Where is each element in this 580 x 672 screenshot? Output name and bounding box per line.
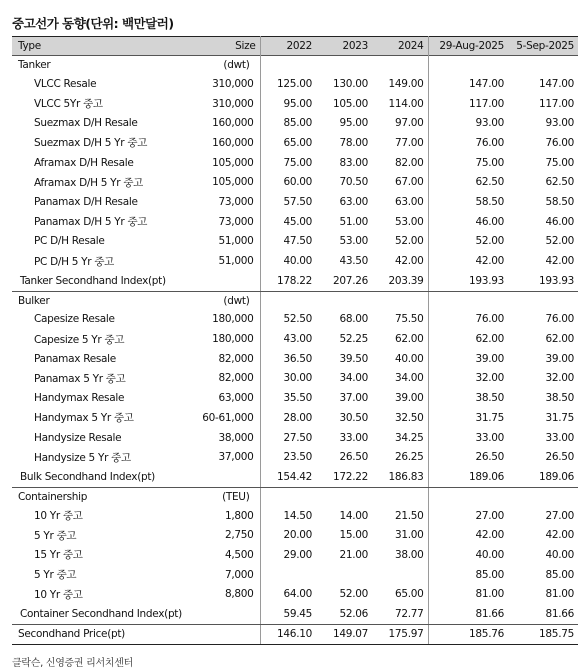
cell-aug-2025: 33.00 bbox=[475, 431, 504, 444]
cell-size: 51,000 bbox=[180, 232, 260, 252]
cell-type: Secondhand Price(pt) bbox=[12, 624, 180, 644]
cell-2022: 14.50 bbox=[283, 509, 312, 522]
source-note: 클락슨, 신영증권 리서치센터 bbox=[12, 658, 133, 669]
group-header-row bbox=[12, 291, 578, 310]
cell-2023 bbox=[316, 565, 372, 585]
cell-2023: 21.00 bbox=[339, 548, 368, 561]
cell-type: Bulk Secondhand Index(pt) bbox=[12, 467, 180, 487]
cell-2023: 15.00 bbox=[339, 529, 368, 542]
cell-type: Panamax D/H Resale bbox=[34, 195, 138, 208]
cell-sep-2025: 81.66 bbox=[508, 604, 578, 624]
cell-2024: 67.00 bbox=[372, 172, 428, 192]
cell-2022: 65.00 bbox=[283, 136, 312, 149]
cell-2022: 28.00 bbox=[283, 411, 312, 424]
cell-size: 82,000 bbox=[180, 369, 260, 389]
table-row bbox=[12, 153, 578, 173]
cell-size: 180,000 bbox=[180, 310, 260, 330]
cell-sep-2025: 62.00 bbox=[545, 333, 574, 346]
cell-size: 1,800 bbox=[180, 506, 260, 526]
header-aug-2025: 29-Aug-2025 bbox=[439, 40, 504, 52]
cell-sep-2025: 147.00 bbox=[539, 77, 574, 90]
cell-2024: 65.00 bbox=[372, 585, 428, 605]
cell-2023: 63.00 bbox=[339, 195, 368, 208]
cell-2022: 45.00 bbox=[283, 215, 312, 228]
cell-2024: 63.00 bbox=[372, 192, 428, 212]
cell-sep-2025: 26.50 bbox=[545, 451, 574, 464]
cell-size: 37,000 bbox=[180, 447, 260, 467]
cell-2024: 114.00 bbox=[372, 94, 428, 114]
cell-size: 105,000 bbox=[180, 172, 260, 192]
cell-2024: 77.00 bbox=[372, 133, 428, 153]
cell-2022 bbox=[260, 565, 316, 585]
table-row bbox=[12, 74, 578, 94]
cell-size: 38,000 bbox=[180, 428, 260, 448]
cell-aug-2025: 81.66 bbox=[428, 604, 508, 624]
table-row bbox=[12, 192, 578, 212]
cell-2022: 85.00 bbox=[283, 117, 312, 130]
cell-size: 63,000 bbox=[180, 388, 260, 408]
cell-type: Capesize 5 Yr 중고 bbox=[34, 333, 125, 346]
cell-2022: 57.50 bbox=[283, 195, 312, 208]
cell-2024: 31.00 bbox=[372, 525, 428, 545]
group-header-row bbox=[12, 56, 578, 75]
cell-2024 bbox=[372, 565, 428, 585]
table-row bbox=[12, 349, 578, 369]
table-row bbox=[12, 251, 578, 271]
cell-aug-2025: 81.00 bbox=[475, 588, 504, 601]
table-row bbox=[12, 94, 578, 114]
cell-aug-2025: 185.76 bbox=[428, 624, 508, 644]
cell-2023: 34.00 bbox=[339, 372, 368, 385]
group-header-row bbox=[12, 487, 578, 506]
cell-sep-2025: 117.00 bbox=[539, 97, 574, 110]
cell-2022: 95.00 bbox=[283, 97, 312, 110]
table-row bbox=[12, 506, 578, 526]
cell-2024: 26.25 bbox=[372, 447, 428, 467]
cell-aug-2025: 93.00 bbox=[475, 117, 504, 130]
cell-size: 51,000 bbox=[180, 251, 260, 271]
cell-2023: 30.50 bbox=[339, 411, 368, 424]
group-name: Bulker bbox=[18, 294, 50, 307]
cell-size bbox=[180, 624, 260, 644]
cell-2023: 130.00 bbox=[333, 77, 368, 90]
cell-2022: 154.42 bbox=[260, 467, 316, 487]
cell-2022: 29.00 bbox=[283, 548, 312, 561]
cell-2023: 207.26 bbox=[316, 271, 372, 291]
cell-sep-2025: 75.00 bbox=[545, 156, 574, 169]
cell-2023: 33.00 bbox=[339, 431, 368, 444]
empty-cell bbox=[316, 291, 372, 310]
cell-size: 73,000 bbox=[180, 212, 260, 232]
cell-size bbox=[180, 271, 260, 291]
cell-sep-2025: 189.06 bbox=[508, 467, 578, 487]
cell-type: 5 Yr 중고 bbox=[34, 569, 77, 582]
cell-sep-2025: 76.00 bbox=[545, 313, 574, 326]
cell-2024: 203.39 bbox=[372, 271, 428, 291]
cell-2022: 30.00 bbox=[283, 372, 312, 385]
table-header bbox=[12, 37, 578, 56]
cell-sep-2025: 185.75 bbox=[508, 624, 578, 644]
cell-2024: 82.00 bbox=[372, 153, 428, 173]
cell-aug-2025: 26.50 bbox=[475, 451, 504, 464]
cell-aug-2025: 39.00 bbox=[475, 352, 504, 365]
header-2022: 2022 bbox=[286, 40, 312, 52]
cell-2022: 23.50 bbox=[283, 451, 312, 464]
total-row bbox=[12, 624, 578, 644]
cell-size: 73,000 bbox=[180, 192, 260, 212]
cell-size: 105,000 bbox=[180, 153, 260, 173]
table-row bbox=[12, 585, 578, 605]
cell-2024: 21.50 bbox=[372, 506, 428, 526]
empty-cell bbox=[372, 56, 428, 75]
cell-type: Handymax 5 Yr 중고 bbox=[34, 412, 134, 425]
table-row bbox=[12, 408, 578, 428]
cell-2022: 75.00 bbox=[283, 156, 312, 169]
cell-2023: 39.50 bbox=[339, 352, 368, 365]
cell-2022: 40.00 bbox=[283, 255, 312, 268]
cell-type: VLCC Resale bbox=[34, 77, 97, 90]
cell-sep-2025: 42.00 bbox=[545, 255, 574, 268]
cell-2024: 34.00 bbox=[372, 369, 428, 389]
cell-aug-2025: 27.00 bbox=[475, 509, 504, 522]
cell-type: Handysize 5 Yr 중고 bbox=[34, 451, 131, 464]
cell-2024: 75.50 bbox=[372, 310, 428, 330]
cell-sep-2025: 39.00 bbox=[545, 352, 574, 365]
cell-sep-2025: 81.00 bbox=[545, 588, 574, 601]
empty-cell bbox=[428, 487, 508, 506]
empty-cell bbox=[372, 291, 428, 310]
header-size: Size bbox=[180, 37, 260, 56]
cell-sep-2025: 40.00 bbox=[545, 548, 574, 561]
cell-2022: 20.00 bbox=[283, 529, 312, 542]
cell-aug-2025: 32.00 bbox=[475, 372, 504, 385]
cell-type: Suezmax D/H 5 Yr 중고 bbox=[34, 137, 148, 150]
cell-2024: 38.00 bbox=[372, 545, 428, 565]
index-row bbox=[12, 604, 578, 624]
cell-size: 7,000 bbox=[180, 565, 260, 585]
cell-2022: 64.00 bbox=[283, 588, 312, 601]
cell-2023: 78.00 bbox=[339, 136, 368, 149]
cell-2022: 36.50 bbox=[283, 352, 312, 365]
cell-aug-2025: 62.50 bbox=[475, 176, 504, 189]
cell-sep-2025: 52.00 bbox=[545, 235, 574, 248]
cell-2023: 68.00 bbox=[339, 313, 368, 326]
cell-sep-2025: 33.00 bbox=[545, 431, 574, 444]
cell-2022: 35.50 bbox=[283, 392, 312, 405]
cell-2024: 72.77 bbox=[372, 604, 428, 624]
cell-size: 8,800 bbox=[180, 585, 260, 605]
cell-type: Container Secondhand Index(pt) bbox=[12, 604, 180, 624]
index-row bbox=[12, 271, 578, 291]
cell-2022: 125.00 bbox=[277, 77, 312, 90]
group-unit: (dwt) bbox=[180, 291, 260, 310]
empty-cell bbox=[260, 291, 316, 310]
cell-size: 60-61,000 bbox=[180, 408, 260, 428]
cell-sep-2025: 193.93 bbox=[508, 271, 578, 291]
cell-size: 82,000 bbox=[180, 349, 260, 369]
table-row bbox=[12, 310, 578, 330]
header-2024: 2024 bbox=[372, 37, 428, 56]
cell-2024: 34.25 bbox=[372, 428, 428, 448]
empty-cell bbox=[260, 56, 316, 75]
table-row bbox=[12, 113, 578, 133]
cell-2024: 149.00 bbox=[372, 74, 428, 94]
cell-aug-2025: 42.00 bbox=[475, 255, 504, 268]
table-row bbox=[12, 388, 578, 408]
cell-2023: 70.50 bbox=[339, 176, 368, 189]
cell-size: 2,750 bbox=[180, 525, 260, 545]
cell-2023: 14.00 bbox=[339, 509, 368, 522]
cell-2022: 146.10 bbox=[260, 624, 316, 644]
cell-2023: 26.50 bbox=[339, 451, 368, 464]
cell-aug-2025: 85.00 bbox=[475, 568, 504, 581]
table-row bbox=[12, 447, 578, 467]
table-row bbox=[12, 525, 578, 545]
empty-cell bbox=[508, 291, 578, 310]
cell-sep-2025: 76.00 bbox=[545, 136, 574, 149]
cell-type: Suezmax D/H Resale bbox=[34, 117, 138, 130]
cell-aug-2025: 62.00 bbox=[475, 333, 504, 346]
cell-size bbox=[180, 604, 260, 624]
cell-type: Capesize Resale bbox=[34, 313, 115, 326]
cell-sep-2025: 32.00 bbox=[545, 372, 574, 385]
secondhand-price-table bbox=[12, 36, 578, 645]
empty-cell bbox=[508, 487, 578, 506]
cell-aug-2025: 46.00 bbox=[475, 215, 504, 228]
header-2023: 2023 bbox=[342, 40, 368, 52]
cell-2023: 52.25 bbox=[339, 333, 368, 346]
cell-2024: 42.00 bbox=[372, 251, 428, 271]
cell-2023: 105.00 bbox=[333, 97, 368, 110]
empty-cell bbox=[316, 56, 372, 75]
cell-2023: 43.50 bbox=[339, 255, 368, 268]
cell-2024: 39.00 bbox=[372, 388, 428, 408]
cell-aug-2025: 42.00 bbox=[475, 529, 504, 542]
cell-aug-2025: 117.00 bbox=[469, 97, 504, 110]
table-row bbox=[12, 172, 578, 192]
cell-sep-2025: 31.75 bbox=[545, 411, 574, 424]
cell-size bbox=[180, 467, 260, 487]
cell-size: 180,000 bbox=[180, 329, 260, 349]
index-row bbox=[12, 467, 578, 487]
cell-2024: 52.00 bbox=[372, 232, 428, 252]
cell-sep-2025: 46.00 bbox=[545, 215, 574, 228]
cell-2023: 95.00 bbox=[339, 117, 368, 130]
cell-type: PC D/H Resale bbox=[34, 235, 105, 248]
cell-2022: 59.45 bbox=[260, 604, 316, 624]
group-unit: (dwt) bbox=[180, 56, 260, 75]
table-row bbox=[12, 369, 578, 389]
cell-2022: 60.00 bbox=[283, 176, 312, 189]
cell-aug-2025: 193.93 bbox=[428, 271, 508, 291]
cell-aug-2025: 38.50 bbox=[475, 392, 504, 405]
empty-cell bbox=[316, 487, 372, 506]
table-row bbox=[12, 212, 578, 232]
cell-type: 10 Yr 중고 bbox=[34, 510, 83, 523]
table-row bbox=[12, 232, 578, 252]
cell-type: Panamax 5 Yr 중고 bbox=[34, 372, 126, 385]
cell-2023: 52.06 bbox=[316, 604, 372, 624]
cell-type: Panamax D/H 5 Yr 중고 bbox=[34, 216, 148, 229]
cell-2023: 172.22 bbox=[316, 467, 372, 487]
cell-2023: 37.00 bbox=[339, 392, 368, 405]
cell-type: VLCC 5Yr 중고 bbox=[34, 98, 103, 111]
cell-2024: 40.00 bbox=[372, 349, 428, 369]
cell-size: 310,000 bbox=[180, 94, 260, 114]
cell-type: Handymax Resale bbox=[34, 392, 125, 405]
cell-2022: 47.50 bbox=[283, 235, 312, 248]
cell-type: 5 Yr 중고 bbox=[34, 529, 77, 542]
cell-aug-2025: 76.00 bbox=[475, 313, 504, 326]
cell-2024: 97.00 bbox=[372, 113, 428, 133]
empty-cell bbox=[428, 56, 508, 75]
table-row bbox=[12, 428, 578, 448]
cell-aug-2025: 147.00 bbox=[469, 77, 504, 90]
cell-aug-2025: 76.00 bbox=[475, 136, 504, 149]
cell-aug-2025: 189.06 bbox=[428, 467, 508, 487]
cell-sep-2025: 42.00 bbox=[545, 529, 574, 542]
cell-sep-2025: 62.50 bbox=[545, 176, 574, 189]
cell-2023: 83.00 bbox=[339, 156, 368, 169]
cell-aug-2025: 52.00 bbox=[475, 235, 504, 248]
cell-2024: 32.50 bbox=[372, 408, 428, 428]
cell-2024: 186.83 bbox=[372, 467, 428, 487]
cell-type: Aframax D/H Resale bbox=[34, 156, 134, 169]
empty-cell bbox=[508, 56, 578, 75]
empty-cell bbox=[260, 487, 316, 506]
table-row bbox=[12, 545, 578, 565]
group-unit: (TEU) bbox=[180, 487, 260, 506]
cell-type: Aframax D/H 5 Yr 중고 bbox=[34, 176, 143, 189]
header-sep-2025: 5-Sep-2025 bbox=[516, 40, 574, 52]
table-row bbox=[12, 133, 578, 153]
cell-2022: 52.50 bbox=[283, 313, 312, 326]
cell-size: 160,000 bbox=[180, 133, 260, 153]
table-row bbox=[12, 329, 578, 349]
table-row bbox=[12, 565, 578, 585]
cell-2023: 53.00 bbox=[339, 235, 368, 248]
cell-2022: 43.00 bbox=[283, 333, 312, 346]
cell-aug-2025: 31.75 bbox=[475, 411, 504, 424]
empty-cell bbox=[372, 487, 428, 506]
cell-type: 15 Yr 중고 bbox=[34, 549, 83, 562]
cell-aug-2025: 75.00 bbox=[475, 156, 504, 169]
cell-2024: 53.00 bbox=[372, 212, 428, 232]
table-title: 중고선가 동향(단위: 백만달러) bbox=[12, 16, 174, 31]
cell-2024: 62.00 bbox=[372, 329, 428, 349]
cell-sep-2025: 85.00 bbox=[545, 568, 574, 581]
cell-size: 4,500 bbox=[180, 545, 260, 565]
cell-type: Handysize Resale bbox=[34, 431, 122, 444]
cell-type: Tanker Secondhand Index(pt) bbox=[12, 271, 180, 291]
cell-sep-2025: 93.00 bbox=[545, 117, 574, 130]
cell-2022: 27.50 bbox=[283, 431, 312, 444]
cell-size: 310,000 bbox=[180, 74, 260, 94]
cell-sep-2025: 27.00 bbox=[545, 509, 574, 522]
cell-type: Panamax Resale bbox=[34, 352, 116, 365]
cell-type: 10 Yr 중고 bbox=[34, 588, 83, 601]
header-type: Type bbox=[18, 40, 41, 52]
empty-cell bbox=[428, 291, 508, 310]
cell-2023: 149.07 bbox=[316, 624, 372, 644]
table-body bbox=[12, 56, 578, 645]
group-name: Tanker bbox=[18, 59, 51, 71]
cell-sep-2025: 58.50 bbox=[545, 195, 574, 208]
cell-size: 160,000 bbox=[180, 113, 260, 133]
cell-2024: 175.97 bbox=[372, 624, 428, 644]
group-name: Containership bbox=[18, 490, 88, 503]
cell-type: PC D/H 5 Yr 중고 bbox=[34, 255, 115, 268]
cell-2022: 178.22 bbox=[260, 271, 316, 291]
cell-aug-2025: 40.00 bbox=[475, 548, 504, 561]
cell-sep-2025: 38.50 bbox=[545, 392, 574, 405]
cell-aug-2025: 58.50 bbox=[475, 195, 504, 208]
cell-2023: 51.00 bbox=[339, 215, 368, 228]
cell-2023: 52.00 bbox=[339, 588, 368, 601]
